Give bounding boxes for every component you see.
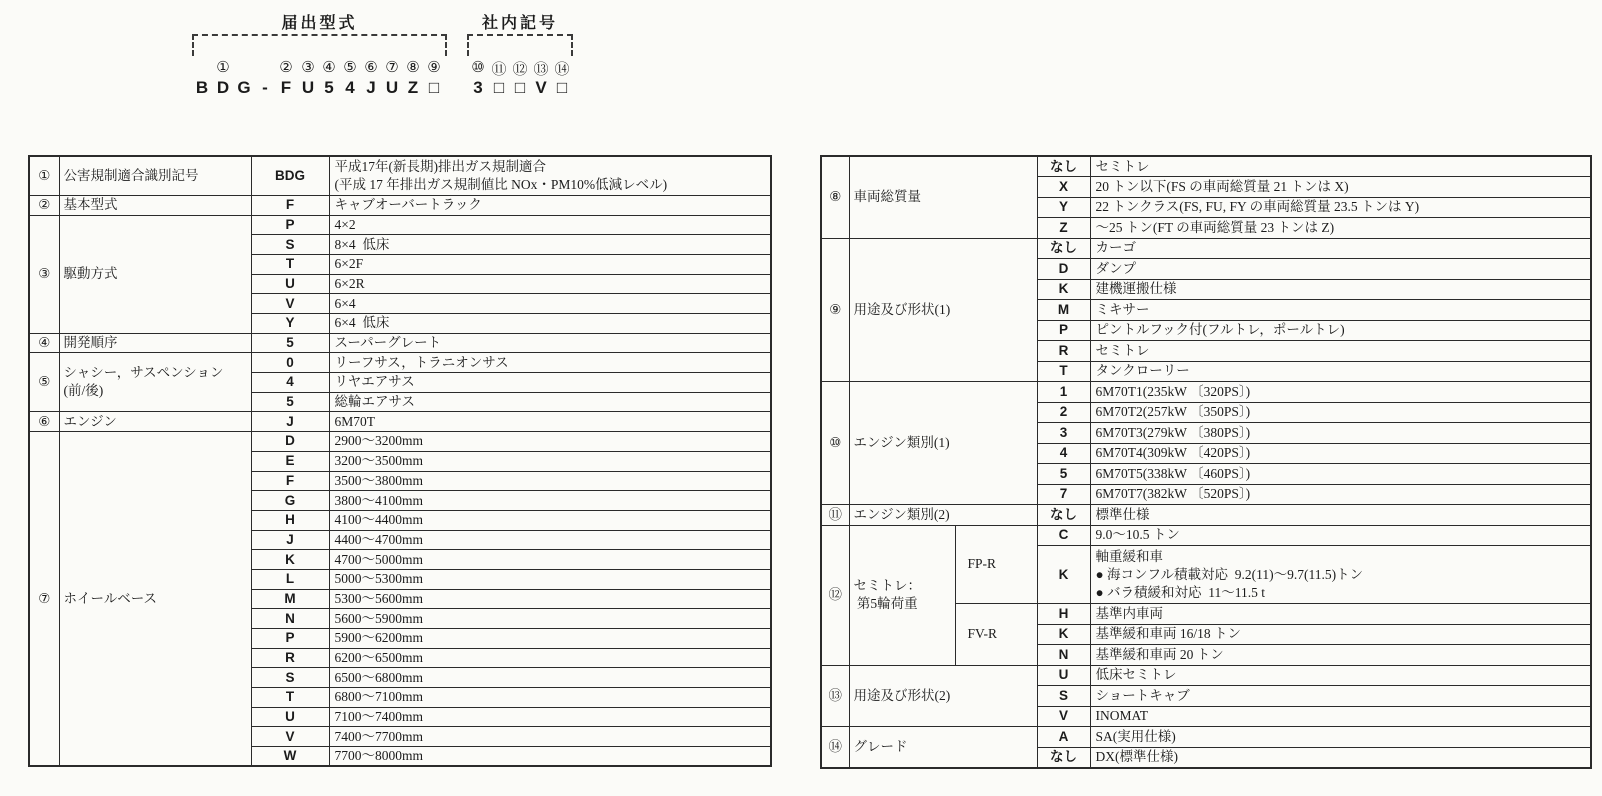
description-cell: DX(標準仕様) <box>1090 747 1591 768</box>
code-cell: M <box>1037 300 1090 321</box>
code-cell: T <box>251 254 329 274</box>
category-cell: 駆動方式 <box>59 215 251 333</box>
code-cell: A <box>1037 727 1090 748</box>
code-cell: Y <box>251 314 329 334</box>
description-cell: リーフサス，トラニオンサス <box>329 353 771 373</box>
item-number-cell: ⑧ <box>821 156 849 238</box>
description-cell: タンクローリー <box>1090 361 1591 382</box>
code-cell: J <box>251 412 329 432</box>
position-number-icon: ⑦ <box>385 58 399 76</box>
code-cell: D <box>1037 259 1090 280</box>
position-number-icon: ⑧ <box>406 58 420 76</box>
category-cell: 基本型式 <box>59 195 251 215</box>
position-number-icon: ⑨ <box>427 58 441 76</box>
description-cell: 6200～6500mm <box>329 648 771 668</box>
description-cell: 6×4 低床 <box>329 314 771 334</box>
code-cell: 4 <box>1037 443 1090 464</box>
description-cell: ～25 トン(FT の車両総質量 23 トンは Z) <box>1090 218 1591 239</box>
code-cell: D <box>251 432 329 452</box>
right-table-wrap <box>820 155 1592 769</box>
code-cell: V <box>251 294 329 314</box>
description-cell: 3500～3800mm <box>329 471 771 491</box>
subgroup-cell: FP-R <box>955 525 1037 604</box>
description-cell: リヤエアサス <box>329 373 771 393</box>
item-number-cell: ⑫ <box>821 525 849 665</box>
code-cell: L <box>251 569 329 589</box>
notification-type-label: 届出型式 <box>281 15 358 32</box>
description-cell: 8×4 低床 <box>329 235 771 255</box>
description-cell: ミキサー <box>1090 300 1591 321</box>
code-cell: U <box>251 707 329 727</box>
description-cell: 20 トン以下(FS の車両総質量 21 トンは X) <box>1090 177 1591 198</box>
description-cell: 6800～7100mm <box>329 688 771 708</box>
category-cell: 用途及び形状(1) <box>849 238 1037 382</box>
description-cell: 6M70T2(257kW 〔350PS〕) <box>1090 402 1591 423</box>
position-number-icon: ⑭ <box>554 60 570 78</box>
model-code-header <box>0 0 1602 150</box>
code-cell: なし <box>1037 747 1090 768</box>
position-number-icon: ⑬ <box>533 60 549 78</box>
model-code-char: 5 <box>324 78 334 97</box>
code-cell: K <box>1037 279 1090 300</box>
code-cell: M <box>251 589 329 609</box>
code-cell: U <box>251 274 329 294</box>
code-cell: 1 <box>1037 382 1090 403</box>
category-cell: 車両総質量 <box>849 156 1037 238</box>
code-cell: なし <box>1037 505 1090 526</box>
description-cell: 6×2R <box>329 274 771 294</box>
position-number-icon: ① <box>216 58 230 76</box>
code-cell: J <box>251 530 329 550</box>
description-cell: 2900～3200mm <box>329 432 771 452</box>
code-cell: 5 <box>251 333 329 353</box>
description-cell: 4×2 <box>329 215 771 235</box>
description-cell: セミトレ <box>1090 156 1591 177</box>
description-cell: 5600～5900mm <box>329 609 771 629</box>
category-cell: シャシー，サスペンション (前/後) <box>59 353 251 412</box>
description-cell: 6M70T7(382kW 〔520PS〕) <box>1090 484 1591 505</box>
description-cell: 6500～6800mm <box>329 668 771 688</box>
model-code-char: D <box>216 78 230 97</box>
item-number-cell: ⑩ <box>821 382 849 505</box>
model-code-char: V <box>535 78 547 97</box>
internal-code-bracket <box>467 34 573 56</box>
item-number-cell: ⑬ <box>821 665 849 727</box>
code-cell: K <box>1037 624 1090 645</box>
description-cell: 6M70T5(338kW 〔460PS〕) <box>1090 464 1591 485</box>
code-cell: なし <box>1037 156 1090 177</box>
model-code-char: 4 <box>345 78 355 97</box>
item-number-cell: ⑪ <box>821 505 849 526</box>
notification-type-bracket <box>192 34 447 56</box>
model-code-char: □ <box>493 78 505 97</box>
category-cell: 開発順序 <box>59 333 251 353</box>
model-code-table-items-8-14 <box>820 155 1592 769</box>
description-cell: 基準内車両 <box>1090 604 1591 625</box>
model-code-table-items-1-7 <box>28 155 772 767</box>
category-cell: エンジン <box>59 412 251 432</box>
code-cell: P <box>251 215 329 235</box>
code-cell: T <box>251 688 329 708</box>
item-number-cell: ③ <box>29 215 59 333</box>
description-cell: 基準緩和車両 16/18 トン <box>1090 624 1591 645</box>
code-cell: 2 <box>1037 402 1090 423</box>
description-cell: 7700～8000mm <box>329 747 771 767</box>
item-number-cell: ⑤ <box>29 353 59 412</box>
position-number-icon: ③ <box>301 58 315 76</box>
model-code-char: - <box>262 78 268 97</box>
code-cell: K <box>251 550 329 570</box>
model-code-char: U <box>301 78 315 97</box>
left-table-wrap <box>28 155 772 767</box>
description-cell: 6M70T1(235kW 〔320PS〕) <box>1090 382 1591 403</box>
code-cell: 0 <box>251 353 329 373</box>
description-cell: 6×2F <box>329 254 771 274</box>
description-cell: 22 トンクラス(FS, FU, FY の車両総質量 23.5 トンは Y) <box>1090 197 1591 218</box>
description-cell: 4400～4700mm <box>329 530 771 550</box>
code-cell: H <box>251 510 329 530</box>
code-cell: U <box>1037 665 1090 686</box>
item-number-cell: ⑦ <box>29 432 59 767</box>
category-cell: エンジン類別(2) <box>849 505 1037 526</box>
code-cell: なし <box>1037 238 1090 259</box>
description-cell: 9.0～10.5 トン <box>1090 525 1591 546</box>
item-number-cell: ⑭ <box>821 727 849 768</box>
description-cell: スーパーグレート <box>329 333 771 353</box>
code-cell: N <box>251 609 329 629</box>
code-cell: E <box>251 451 329 471</box>
description-cell: キャブオーバートラック <box>329 195 771 215</box>
description-cell: 6×4 <box>329 294 771 314</box>
position-number-icon: ⑤ <box>343 58 357 76</box>
model-code-char: J <box>366 78 376 97</box>
position-number-icon: ⑫ <box>512 60 528 78</box>
code-cell: X <box>1037 177 1090 198</box>
internal-code-label: 社内記号 <box>481 15 558 32</box>
model-code-char: B <box>195 78 209 97</box>
code-cell: C <box>1037 525 1090 546</box>
code-cell: 7 <box>1037 484 1090 505</box>
description-cell: ダンプ <box>1090 259 1591 280</box>
category-cell: エンジン類別(1) <box>849 382 1037 505</box>
description-cell: 7100～7400mm <box>329 707 771 727</box>
position-number-icon: ⑪ <box>491 60 507 78</box>
position-number-icon: ④ <box>322 58 336 76</box>
description-cell: 5900～6200mm <box>329 629 771 649</box>
code-cell: Z <box>1037 218 1090 239</box>
code-cell: H <box>1037 604 1090 625</box>
description-cell: 平成17年(新長期)排出ガス規制適合 (平成 17 年排出ガス規制値比 NOx・PM10%低減レベル) <box>329 156 771 195</box>
model-code-char: □ <box>428 78 440 97</box>
description-cell: 6M70T <box>329 412 771 432</box>
code-cell: V <box>1037 706 1090 727</box>
description-cell: 軸重緩和車 ● 海コンフル積載対応 9.2(11)～9.7(11.5)トン ● バラ積緩和対応 11～11.5 t <box>1090 546 1591 604</box>
category-cell: 公害規制適合識別記号 <box>59 156 251 195</box>
code-cell: S <box>1037 686 1090 707</box>
code-cell: R <box>1037 341 1090 362</box>
item-number-cell: ② <box>29 195 59 215</box>
description-cell: カーゴ <box>1090 238 1591 259</box>
description-cell: 基準緩和車両 20 トン <box>1090 645 1591 666</box>
description-cell: 標準仕様 <box>1090 505 1591 526</box>
position-number-icon: ② <box>279 58 293 76</box>
item-number-cell: ⑨ <box>821 238 849 382</box>
description-cell: 低床セミトレ <box>1090 665 1591 686</box>
description-cell: 5300～5600mm <box>329 589 771 609</box>
code-cell: P <box>251 629 329 649</box>
code-cell: 5 <box>1037 464 1090 485</box>
code-cell: T <box>1037 361 1090 382</box>
description-cell: ピントルフック付(フルトレ，ポールトレ) <box>1090 320 1591 341</box>
code-cell: F <box>251 471 329 491</box>
item-number-cell: ④ <box>29 333 59 353</box>
code-cell: S <box>251 235 329 255</box>
code-cell: R <box>251 648 329 668</box>
code-cell: 3 <box>1037 423 1090 444</box>
model-code-char: U <box>385 78 399 97</box>
description-cell: 6M70T4(309kW 〔420PS〕) <box>1090 443 1591 464</box>
category-cell: ホイールベース <box>59 432 251 767</box>
code-cell: Y <box>1037 197 1090 218</box>
description-cell: ショートキャブ <box>1090 686 1591 707</box>
model-code-char: F <box>280 78 292 97</box>
code-cell: S <box>251 668 329 688</box>
category-cell: グレード <box>849 727 1037 768</box>
description-cell: 総輪エアサス <box>329 392 771 412</box>
code-cell: 5 <box>251 392 329 412</box>
item-number-cell: ⑥ <box>29 412 59 432</box>
description-cell: 5000～5300mm <box>329 569 771 589</box>
description-cell: 7400～7700mm <box>329 727 771 747</box>
description-cell: 3800～4100mm <box>329 491 771 511</box>
description-cell: 建機運搬仕様 <box>1090 279 1591 300</box>
model-code-char: G <box>237 78 251 97</box>
model-code-char: □ <box>514 78 526 97</box>
description-cell: 4700～5000mm <box>329 550 771 570</box>
code-cell: N <box>1037 645 1090 666</box>
code-cell: P <box>1037 320 1090 341</box>
model-code-char: □ <box>556 78 568 97</box>
code-cell: F <box>251 195 329 215</box>
code-cell: BDG <box>251 156 329 195</box>
category-cell: セミトレ： 第5輪荷重 <box>849 525 955 665</box>
model-code-char: 3 <box>473 78 483 97</box>
code-cell: G <box>251 491 329 511</box>
position-number-icon: ⑩ <box>471 58 485 76</box>
description-cell: 4100～4400mm <box>329 510 771 530</box>
code-cell: V <box>251 727 329 747</box>
description-cell: 6M70T3(279kW 〔380PS〕) <box>1090 423 1591 444</box>
position-number-icon: ⑥ <box>364 58 378 76</box>
code-cell: K <box>1037 546 1090 604</box>
description-cell: 3200～3500mm <box>329 451 771 471</box>
code-cell: 4 <box>251 373 329 393</box>
description-cell: INOMAT <box>1090 706 1591 727</box>
category-cell: 用途及び形状(2) <box>849 665 1037 727</box>
code-cell: W <box>251 747 329 767</box>
description-cell: セミトレ <box>1090 341 1591 362</box>
subgroup-cell: FV-R <box>955 604 1037 666</box>
model-code-char: Z <box>407 78 419 97</box>
item-number-cell: ① <box>29 156 59 195</box>
description-cell: SA(実用仕様) <box>1090 727 1591 748</box>
